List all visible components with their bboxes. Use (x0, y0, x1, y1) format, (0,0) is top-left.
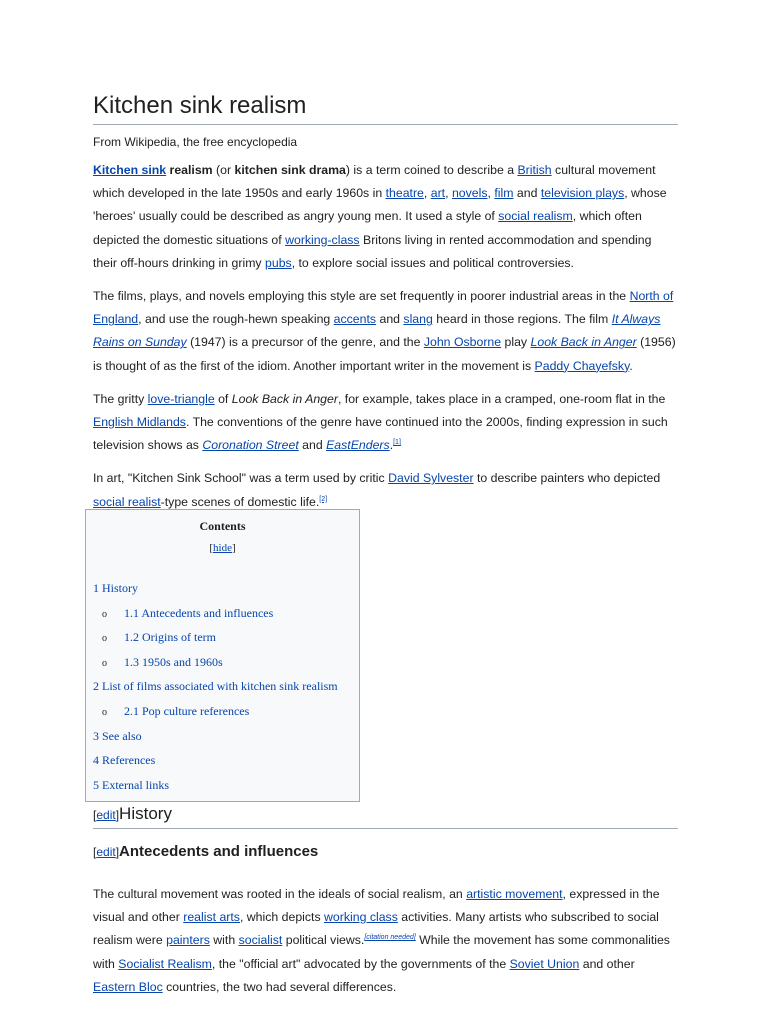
toc-hide-control: [hide] (209, 542, 236, 554)
reference-2[interactable]: [2] (319, 495, 328, 503)
section-heading-antecedents (93, 843, 318, 861)
link-social-realism[interactable]: social realism (498, 209, 573, 224)
intro-paragraph-3: The gritty love-triangle of Look Back in Anger, for example, takes place in a cramped, one-room flat in the English Midlands. The conventions of the genre have continued into the 2000s, finding expression in such television shows as Coronation Street and EastEnders.[1] (93, 391, 668, 453)
link-theatre[interactable]: theatre (385, 186, 424, 201)
link-soviet-union[interactable]: Soviet Union (509, 956, 580, 971)
intro-paragraph-2: The films, plays, and novels employing this style are set frequently in poorer industrial areas in the North of England, and use the rough-hewn speaking accents and slang heard in those regions. The film It Always Rains on Sunday (1947) is a precursor of the genre, and the John Osborne play Look Back in Anger (1956) is thought of as the first of the idiom. Another important writer in the movement is Paddy Chayefsky. (93, 289, 676, 373)
toc-title: Contents (199, 519, 246, 533)
link-david-sylvester[interactable]: David Sylvester (388, 471, 474, 486)
link-british[interactable]: British (517, 163, 552, 177)
link-kitchen-sink[interactable]: Kitchen sink (93, 163, 167, 177)
bullet-icon: o (102, 706, 107, 718)
link-accents[interactable]: accents (333, 312, 377, 327)
link-art[interactable]: art (430, 186, 446, 201)
link-love-triangle[interactable]: love-triangle (147, 391, 215, 406)
link-it-always-rains-on-sunday[interactable]: It Always Rains on Sunday (93, 312, 661, 350)
intro-paragraph-4: In art, "Kitchen Sink School" was a term used by critic David Sylvester to describe painters who depicted social realist-type scenes of domestic life.[2] (93, 471, 661, 509)
antecedents-heading-text: Antecedents and influences (119, 843, 319, 860)
toc-item-antecedents[interactable]: o 1.1 Antecedents and influences (93, 605, 338, 630)
link-coronation-street[interactable]: Coronation Street (202, 438, 299, 453)
link-social-realist[interactable]: social realist (93, 494, 161, 509)
link-john-osborne[interactable]: John Osborne (423, 335, 502, 350)
link-pubs[interactable]: pubs (265, 255, 292, 270)
toc-item-origins[interactable]: o 1.2 Origins of term (93, 629, 338, 654)
link-working-class[interactable]: working-class (285, 232, 360, 247)
link-eastern-bloc[interactable]: Eastern Bloc (93, 979, 163, 994)
link-novels[interactable]: novels (451, 186, 488, 201)
toc-list (93, 580, 338, 801)
toc-item-references[interactable]: 4 References (93, 753, 156, 768)
link-look-back-in-anger[interactable]: Look Back in Anger (530, 335, 637, 350)
edit-control: [edit] (93, 808, 120, 822)
antecedents-paragraph: The cultural movement was rooted in the ideals of social realism, an artistic movement, expressed in the visual and other realist arts, which depicts working class activities. Many artists who subscribed to social realism were painters with socialist political views.[citation needed] While the movement has some commonalities with Socialist Realism, the "official art" advocated by the governments of the Soviet Union and other Eastern Bloc countries, the two had several differences. (93, 887, 670, 994)
toc-item-external-links[interactable]: 5 External links (93, 777, 169, 792)
toc-hide-link[interactable]: hide (213, 542, 232, 554)
link-slang[interactable]: slang (403, 312, 433, 327)
toc-item-see-also[interactable]: 3 See also (93, 728, 142, 743)
link-painters[interactable]: painters (166, 933, 210, 948)
bullet-icon: o (102, 633, 107, 645)
link-film[interactable]: film (494, 186, 514, 201)
link-north-of-england[interactable]: North of England (93, 289, 674, 327)
toc-item-1950s-1960s[interactable]: o 1.3 1950s and 1960s (93, 654, 338, 679)
page-title: Kitchen sink realism (93, 90, 678, 125)
link-eastenders[interactable]: EastEnders (326, 438, 390, 453)
intro-paragraph-1: Kitchen sink realism (or kitchen sink drama) is a term coined to describe a British cultural movement which developed in the late 1950s and early 1960s in theatre, art, novels, film and television plays, whose 'heroes' usually could be described as angry young men. It used a style of social realism, which often depicted the domestic situations of working-class Britons living in rented accommodation and spending their off-hours drinking in grimy pubs, to explore social issues and political controversies. (93, 163, 667, 270)
edit-control: [edit] (93, 845, 120, 859)
toc-item-history[interactable]: 1 History (93, 581, 138, 595)
link-television-plays[interactable]: television plays (540, 186, 625, 201)
tagline: From Wikipedia, the free encyclopedia (93, 135, 298, 149)
article-content (93, 90, 678, 514)
link-artistic-movement[interactable]: artistic movement (466, 887, 563, 901)
section-heading-history (93, 804, 678, 829)
link-working-class-2[interactable]: working class (324, 910, 398, 925)
link-paddy-chayefsky[interactable]: Paddy Chayefsky (534, 358, 630, 373)
link-socialist-realism[interactable]: Socialist Realism (118, 956, 212, 971)
table-of-contents (85, 509, 360, 802)
link-socialist[interactable]: socialist (238, 933, 283, 948)
toc-item-pop-culture[interactable]: o 2.1 Pop culture references (93, 703, 338, 728)
edit-antecedents-link[interactable]: edit (96, 845, 116, 859)
bullet-icon: o (102, 657, 107, 669)
edit-history-link[interactable]: edit (96, 808, 116, 822)
reference-1[interactable]: [1] (393, 439, 401, 447)
link-realist-arts[interactable]: realist arts (183, 910, 240, 925)
history-heading-text: History (119, 804, 172, 823)
toc-item-list-of-films[interactable]: 2 List of films associated with kitchen sink realism (93, 679, 338, 694)
bullet-icon: o (102, 608, 107, 620)
citation-needed[interactable]: [citation needed] (364, 934, 416, 942)
link-english-midlands[interactable]: English Midlands (93, 415, 186, 430)
